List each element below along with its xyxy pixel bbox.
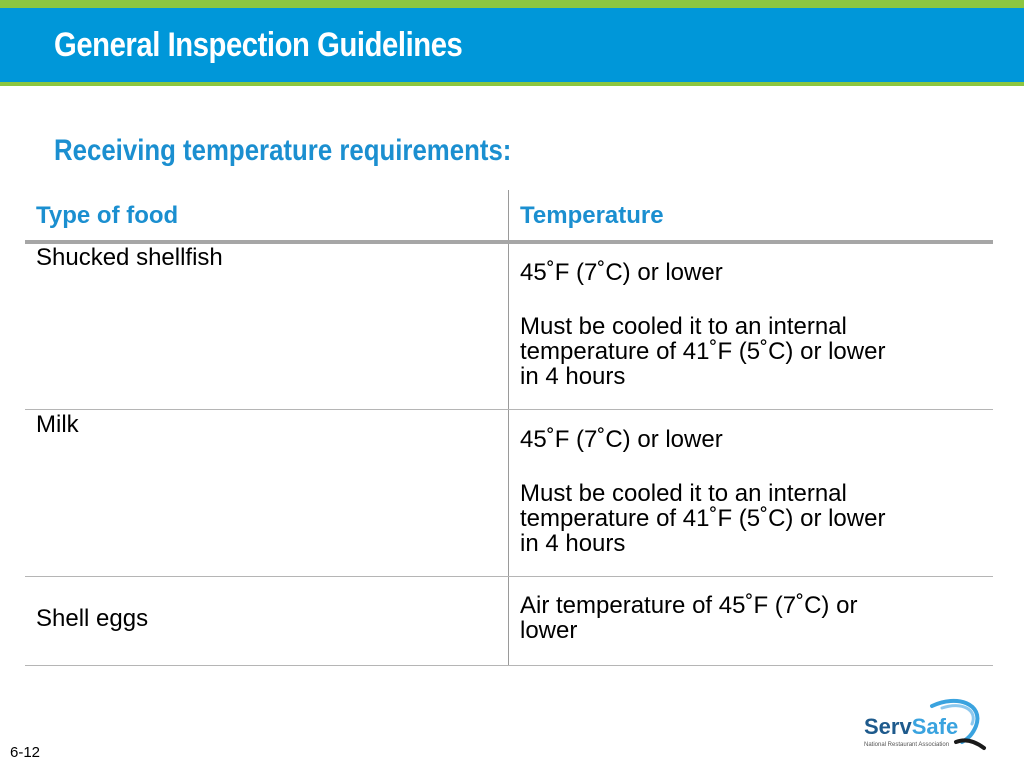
logo-tagline: National Restaurant Association bbox=[864, 742, 950, 748]
servsafe-swoosh-icon bbox=[862, 696, 992, 756]
temp-note-line: in 4 hours bbox=[520, 363, 626, 390]
temp-note-line: Must be cooled it to an internal bbox=[520, 313, 847, 340]
food-cell-shell-eggs: Shell eggs bbox=[36, 605, 149, 632]
row-divider bbox=[25, 409, 993, 410]
temp-cell-shucked-shellfish: 45˚F (7˚C) or lower bbox=[520, 259, 723, 286]
logo-safe: Safe bbox=[911, 714, 959, 739]
food-cell-shucked-shellfish: Shucked shellfish bbox=[36, 244, 223, 271]
slide-title: General Inspection Guidelines bbox=[54, 26, 463, 64]
top-accent-stripe bbox=[0, 0, 1024, 8]
temp-note-line: in 4 hours bbox=[520, 530, 626, 557]
temp-note-line: Must be cooled it to an internal bbox=[520, 480, 847, 507]
svg-text:ServSafe bbox=[864, 714, 958, 739]
food-cell-milk: Milk bbox=[36, 411, 79, 438]
servsafe-logo bbox=[862, 696, 992, 756]
row-divider bbox=[25, 576, 993, 577]
logo-serv: Serv bbox=[864, 714, 912, 739]
slide-subtitle: Receiving temperature requirements: bbox=[54, 134, 512, 167]
header-type-of-food: Type of food bbox=[36, 202, 179, 229]
slide-number: 6-12 bbox=[10, 744, 41, 761]
header-temperature: Temperature bbox=[520, 202, 664, 229]
table-bottom-rule bbox=[25, 665, 993, 666]
temp-cell-shell-eggs-line2: lower bbox=[520, 617, 578, 644]
header-bottom-stripe bbox=[0, 82, 1024, 86]
temperature-table bbox=[25, 190, 993, 666]
temp-note-line: temperature of 41˚F (5˚C) or lower bbox=[520, 338, 886, 365]
column-divider bbox=[508, 190, 509, 666]
temp-cell-milk: 45˚F (7˚C) or lower bbox=[520, 426, 723, 453]
temp-note-line: temperature of 41˚F (5˚C) or lower bbox=[520, 505, 886, 532]
temp-cell-shell-eggs: Air temperature of 45˚F (7˚C) or bbox=[520, 592, 858, 619]
